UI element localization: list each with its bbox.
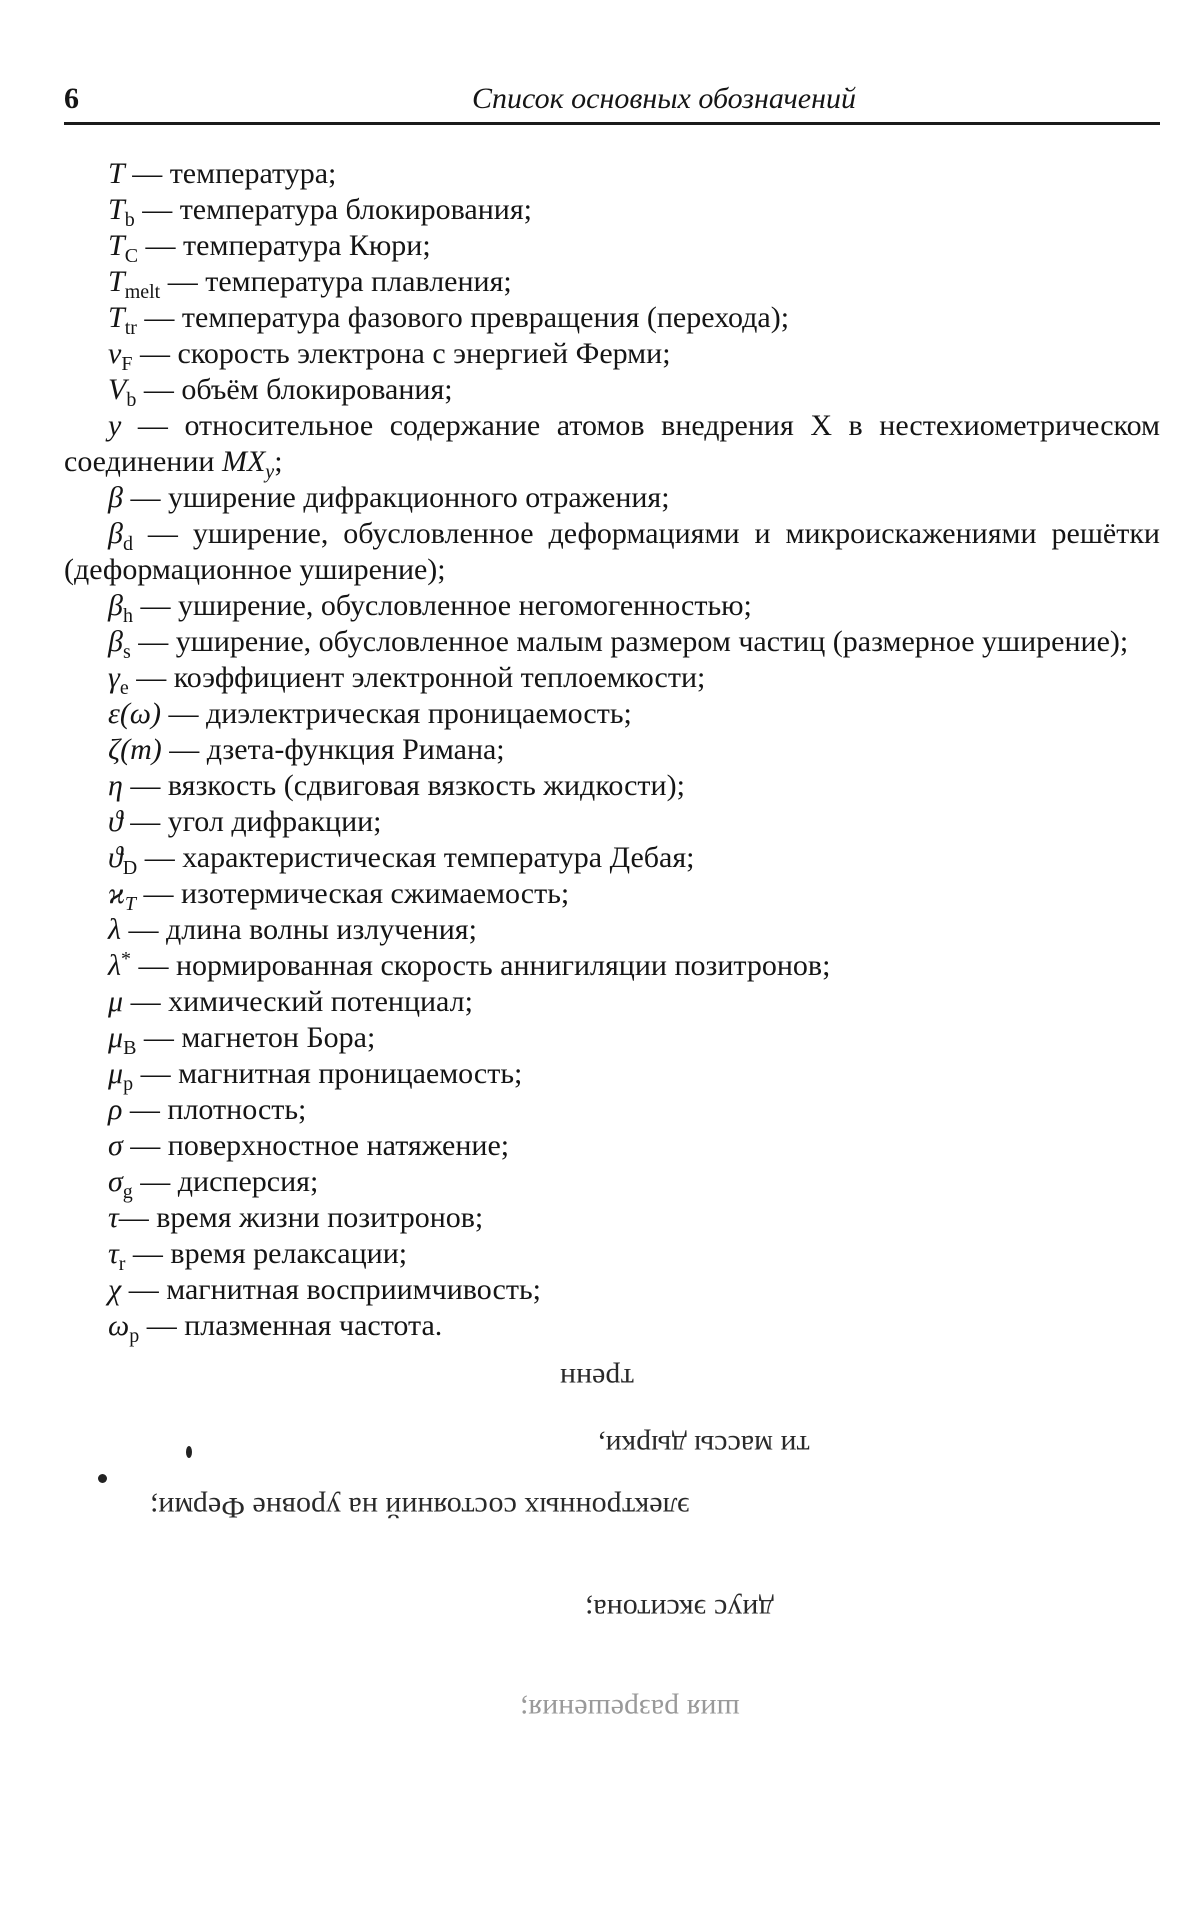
bleed-text: тренн <box>560 1362 634 1395</box>
notation-definition: — диэлектрическая проницаемость; <box>160 697 632 730</box>
notation-definition: — угол дифракции; <box>122 805 382 838</box>
notation-definition: — нормированная скорость аннигиляции позитронов; <box>131 949 831 982</box>
notation-definition: — изотермическая сжимаемость; <box>136 877 570 910</box>
notation-symbol: v <box>108 337 122 370</box>
notation-subscript: b <box>126 389 137 411</box>
notation-symbol: τ <box>108 1201 119 1234</box>
notation-subscript: d <box>122 533 133 555</box>
notation-entry <box>64 696 1160 732</box>
notation-subscript: g <box>122 1181 133 1203</box>
ink-speck <box>186 1446 192 1458</box>
notation-entry <box>64 876 1160 915</box>
notation-definition: — температура Кюри; <box>138 229 431 262</box>
notation-definition: — плотность; <box>122 1093 307 1126</box>
notation-subscript: h <box>122 605 133 627</box>
notation-definition: — уширение, обусловленное деформациями и микроискажениями решётки (деформационное уширение); <box>64 517 1160 586</box>
notation-symbol: ρ <box>108 1093 123 1126</box>
notation-symbol: β <box>108 481 123 514</box>
notation-entry <box>64 804 1160 840</box>
notation-definition: — магнетон Бора; <box>136 1021 376 1054</box>
notation-definition: — химический потенциал; <box>123 985 473 1018</box>
notation-definition: — уширение, обусловленное малым размером частиц (размерное уширение); <box>130 625 1129 658</box>
notation-subscript: T <box>124 893 136 915</box>
notation-symbol: ϰ <box>108 877 125 910</box>
notation-symbol: χ <box>108 1273 122 1306</box>
notation-entry <box>64 372 1160 411</box>
notation-entry <box>64 336 1160 375</box>
notation-entry <box>64 732 1160 768</box>
notation-subscript: p <box>129 1325 140 1347</box>
notation-definition: — время жизни позитронов; <box>118 1201 484 1234</box>
notation-symbol: β <box>108 517 123 550</box>
notation-entry <box>64 1308 1160 1347</box>
notation-entry <box>64 1092 1160 1128</box>
notation-definition: — температура плавления; <box>160 265 512 298</box>
notation-entry <box>64 984 1160 1020</box>
notation-symbol: μ <box>108 1057 124 1090</box>
notation-subscript: B <box>123 1037 137 1059</box>
notation-subscript: tr <box>124 317 137 339</box>
notation-definition: — температура; <box>124 157 337 190</box>
notation-subscript: C <box>124 245 139 267</box>
notation-entry <box>64 1056 1160 1095</box>
notation-entry <box>64 1236 1160 1275</box>
notation-definition: — дзета-функция Римана; <box>161 733 505 766</box>
page-header <box>64 82 1160 124</box>
notation-symbol: μ <box>108 1021 124 1054</box>
notation-symbol: σ <box>108 1129 123 1162</box>
notation-entry <box>64 300 1160 339</box>
notation-symbol: ϑ <box>108 841 123 874</box>
notation-definition: — уширение, обусловленное негомогенностью; <box>132 589 752 622</box>
notation-symbol: τ <box>108 1237 119 1270</box>
notation-entry <box>64 912 1160 948</box>
notation-definition: — поверхностное натяжение; <box>122 1129 510 1162</box>
notation-entry <box>64 588 1160 627</box>
notation-symbol: V <box>108 373 127 406</box>
notation-entry <box>64 264 1160 303</box>
notation-entry <box>64 156 1160 192</box>
notation-entry <box>64 768 1160 804</box>
notation-definition: — время релаксации; <box>125 1237 408 1270</box>
notation-definition: — характеристическая температура Дебая; <box>137 841 695 874</box>
notation-punctuation: ; <box>274 445 283 478</box>
bleed-text: электронных состояний на уровне Ферми; <box>150 1491 690 1524</box>
bleed-text: шия разрешения; <box>520 1693 740 1726</box>
notation-entry <box>64 1128 1160 1164</box>
bleed-text: ти массы дырки, <box>598 1429 810 1462</box>
notation-symbol: ζ(m) <box>108 733 162 766</box>
ink-speck <box>98 1474 107 1483</box>
notation-entry <box>64 1200 1160 1236</box>
notation-definition: — магнитная проницаемость; <box>133 1057 523 1090</box>
notation-entry <box>64 948 1160 984</box>
notation-entry <box>64 624 1160 663</box>
notation-entry <box>64 840 1160 879</box>
notation-symbol: T <box>108 229 125 262</box>
notation-symbol: λ <box>108 913 121 946</box>
notation-symbol: β <box>108 625 123 658</box>
notation-definition: — объём блокирования; <box>136 373 453 406</box>
notation-definition: — длина волны излучения; <box>121 913 477 946</box>
notation-symbol: T <box>108 157 125 190</box>
notation-symbol: ω <box>108 1309 130 1342</box>
notation-definition: — плазменная частота. <box>139 1309 443 1342</box>
notation-subscript: D <box>122 857 138 879</box>
notation-subscript: F <box>121 353 133 375</box>
notation-subscript: b <box>124 209 135 231</box>
notation-subscript: s <box>122 641 131 663</box>
notation-definition: — относительное содержание атомов внедрения X в нестехиометрическом соединении <box>64 409 1160 478</box>
notation-entry <box>64 660 1160 699</box>
notation-symbol: T <box>108 193 125 226</box>
notation-definition: — температура фазового превращения (перехода); <box>136 301 790 334</box>
notation-symbol: λ <box>108 949 121 982</box>
notation-definition: — магнитная восприимчивость; <box>121 1273 541 1306</box>
notation-subscript: p <box>123 1073 134 1095</box>
page-number: 6 <box>64 82 79 115</box>
notation-entry <box>64 1164 1160 1203</box>
header-rule <box>64 122 1160 125</box>
notation-entry <box>64 480 1160 516</box>
notation-entry <box>64 408 1160 483</box>
notation-symbol: y <box>108 409 122 442</box>
notation-subscript: r <box>118 1253 126 1275</box>
notation-formula-subscript: y <box>265 461 275 483</box>
notation-symbol: γ <box>108 661 120 694</box>
notation-entry <box>64 228 1160 267</box>
notation-symbol: ϑ <box>108 805 123 838</box>
notation-definition: — температура блокирования; <box>134 193 532 226</box>
notation-symbol: T <box>108 301 125 334</box>
notation-subscript: e <box>119 677 129 699</box>
notation-definition: — скорость электрона с энергией Ферми; <box>132 337 671 370</box>
bleed-text: диус экситона; <box>585 1593 774 1626</box>
notation-symbol: σ <box>108 1165 123 1198</box>
notation-formula: MX <box>221 445 266 478</box>
notation-subscript: melt <box>124 281 161 303</box>
notation-symbol: μ <box>108 985 124 1018</box>
notation-definition: — уширение дифракционного отражения; <box>122 481 670 514</box>
notation-definition: — дисперсия; <box>132 1165 319 1198</box>
notation-list <box>64 156 1160 1347</box>
notation-symbol: T <box>108 265 125 298</box>
running-title: Список основных обозначений <box>472 82 856 115</box>
notation-symbol: ε(ω) <box>108 697 161 730</box>
notation-definition: — вязкость (сдвиговая вязкость жидкости); <box>122 769 685 802</box>
notation-symbol: η <box>108 769 123 802</box>
notation-entry <box>64 1020 1160 1059</box>
notation-entry <box>64 1272 1160 1308</box>
notation-entry <box>64 192 1160 231</box>
notation-superscript: * <box>121 948 131 970</box>
notation-symbol: β <box>108 589 123 622</box>
notation-definition: — коэффициент электронной теплоемкости; <box>128 661 706 694</box>
notation-entry <box>64 516 1160 588</box>
